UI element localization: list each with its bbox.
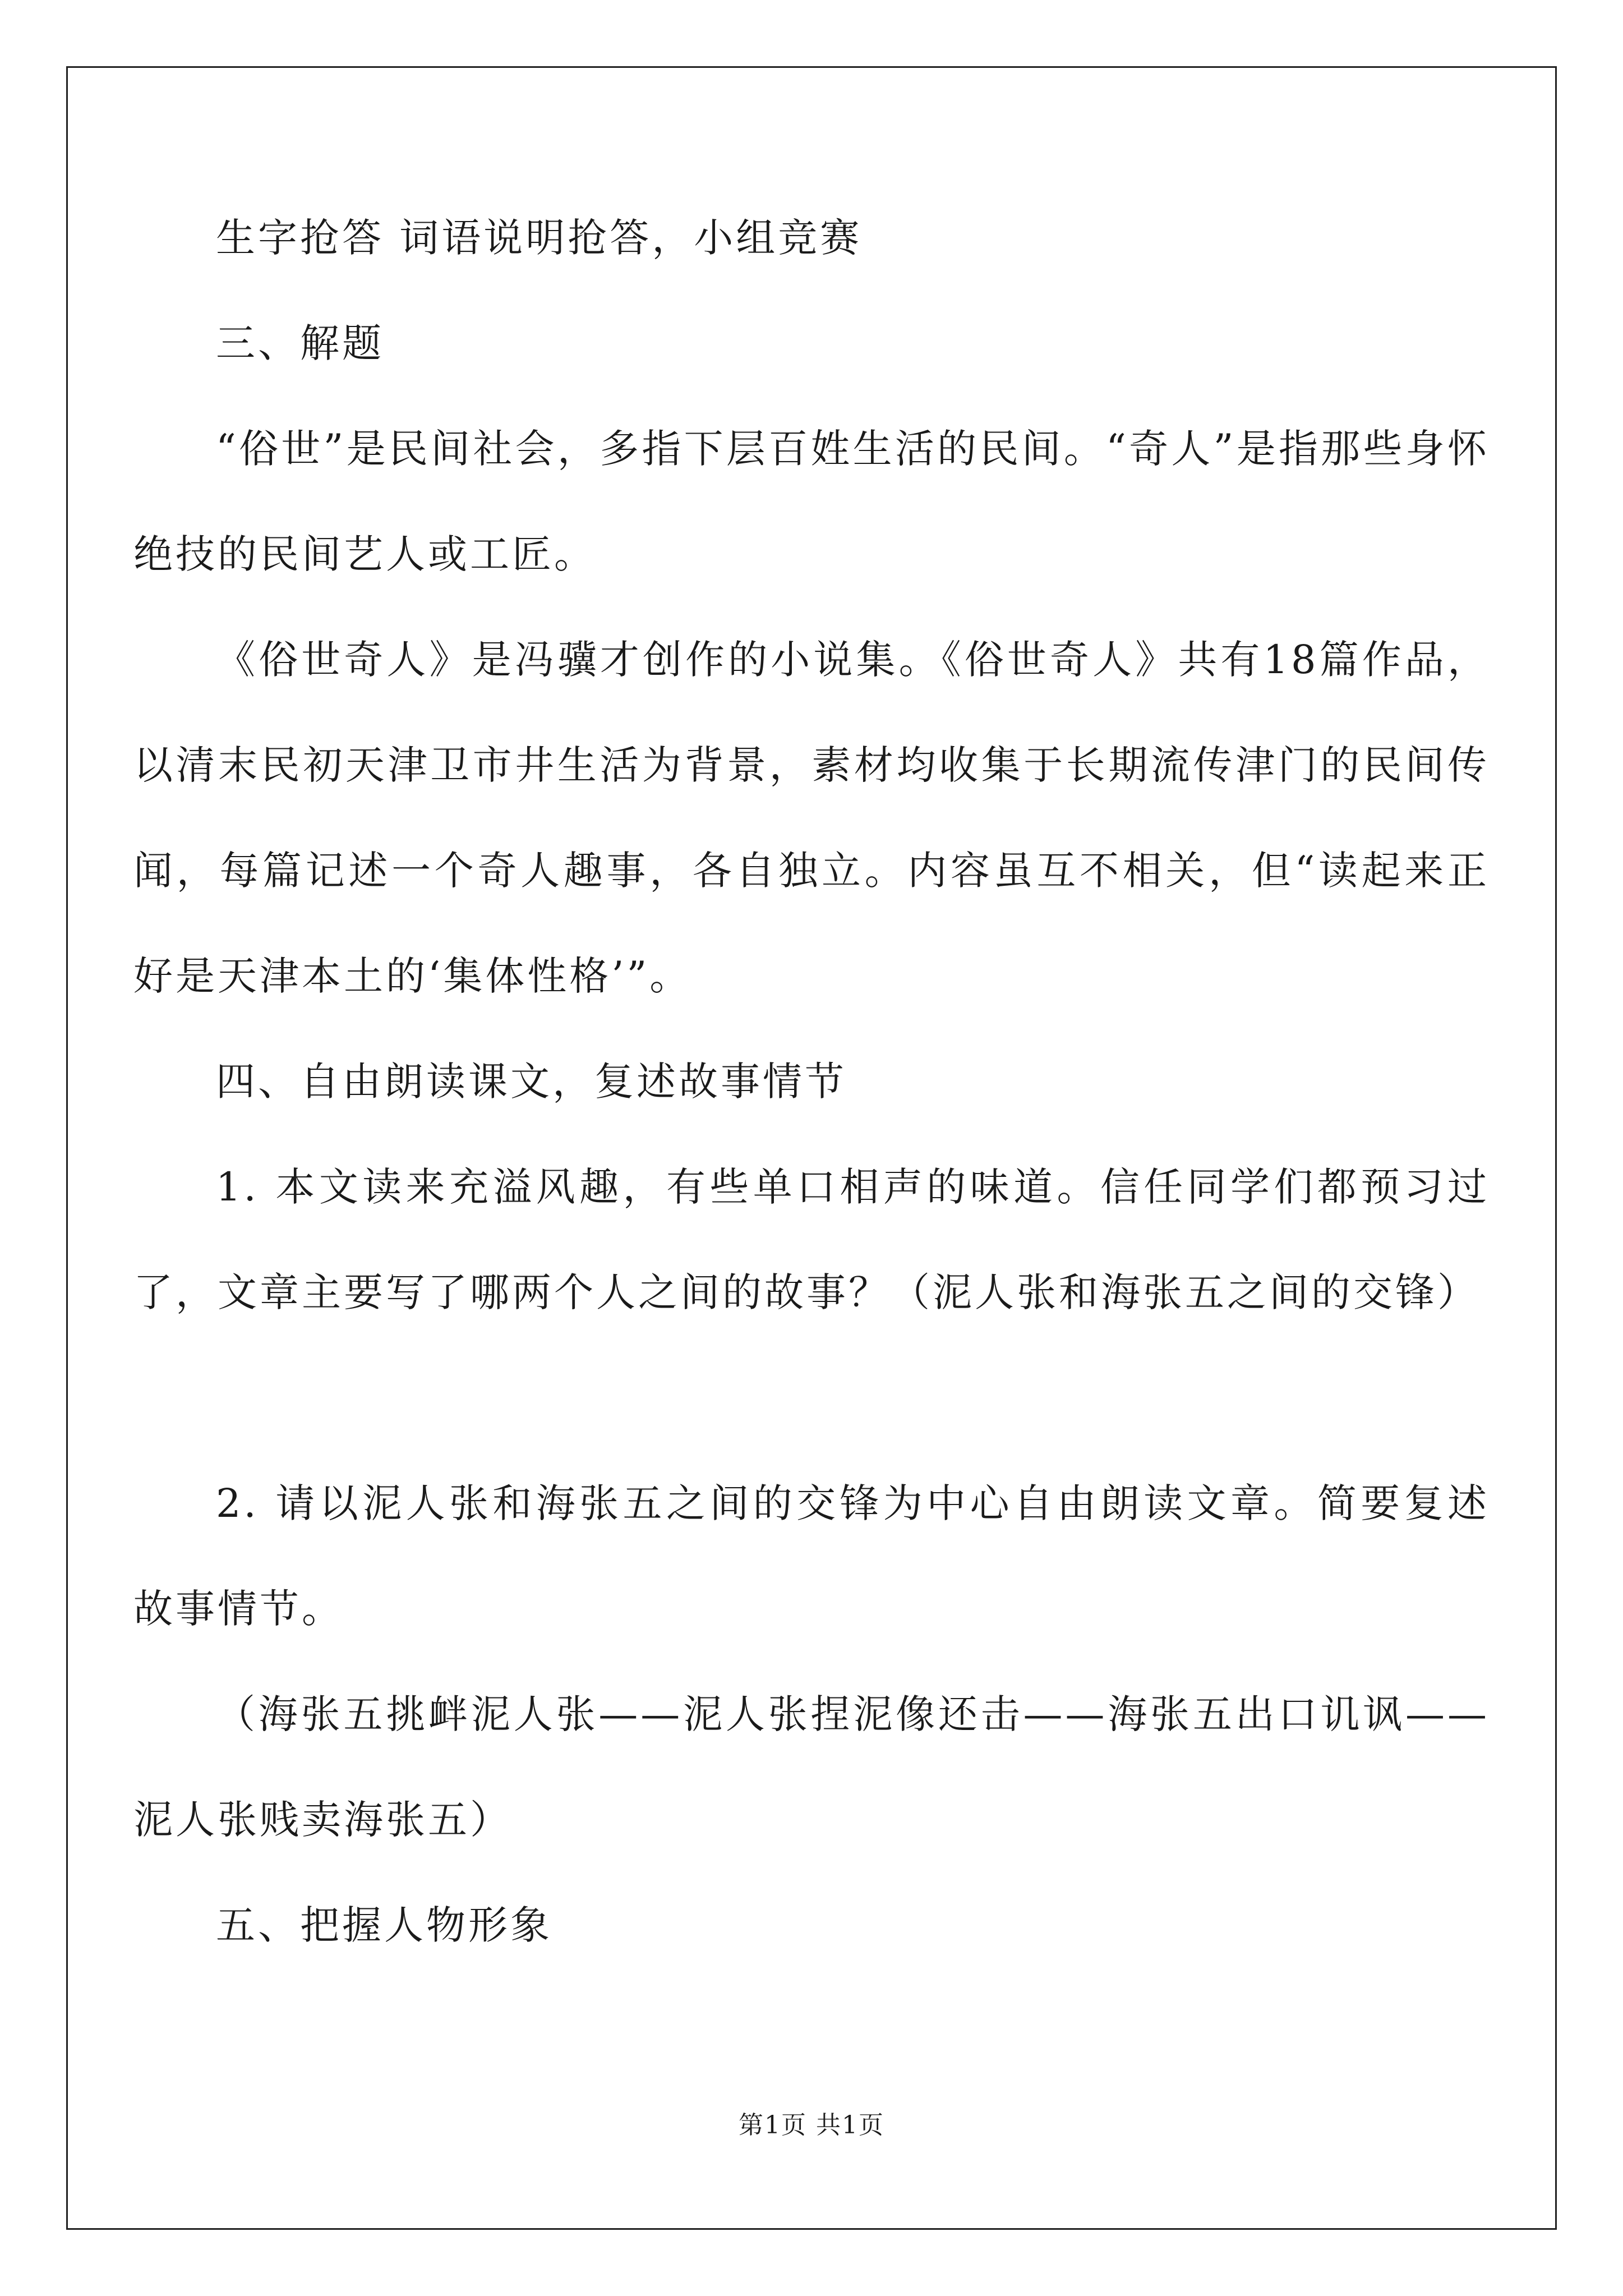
paragraph-vocabulary-quiz: 生字抢答 词语说明抢答，小组竞赛 — [216, 215, 863, 261]
paragraph-question-one: 1. 本文读来充溢风趣，有些单口相声的味道。信任同学们都预习过了，文章主要写了哪两个人之间的故事？（泥人张和海张五之间的交锋） — [133, 1164, 1490, 1315]
page-number-footer: 第1页 共1页 — [739, 2111, 884, 2139]
heading-section-four: 四、自由朗读课文，复述故事情节 — [216, 1059, 847, 1105]
paragraph-book-introduction: 《俗世奇人》是冯骥才创作的小说集。《俗世奇人》共有18篇作品，以清末民初天津卫市井生活为背景，素材均收集于长期流传津门的民间传闻，每篇记述一个奇人趣事，各自独立。内容虽互不相关，但“读起来正好是天津本土的‘集体性格’”。 — [133, 637, 1490, 999]
paragraph-plot-summary: （海张五挑衅泥人张——泥人张捏泥像还击——海张五出口讥讽——泥人张贱卖海张五） — [133, 1691, 1490, 1843]
paragraph-question-two: 2. 请以泥人张和海张五之间的交锋为中心自由朗读文章。简要复述故事情节。 — [133, 1480, 1490, 1632]
heading-section-three: 三、解题 — [216, 320, 384, 366]
paragraph-title-explanation: “俗世”是民间社会，多指下层百姓生活的民间。“奇人”是指那些身怀绝技的民间艺人或工匠。 — [133, 426, 1490, 577]
heading-section-five: 五、把握人物形象 — [216, 1902, 552, 1948]
